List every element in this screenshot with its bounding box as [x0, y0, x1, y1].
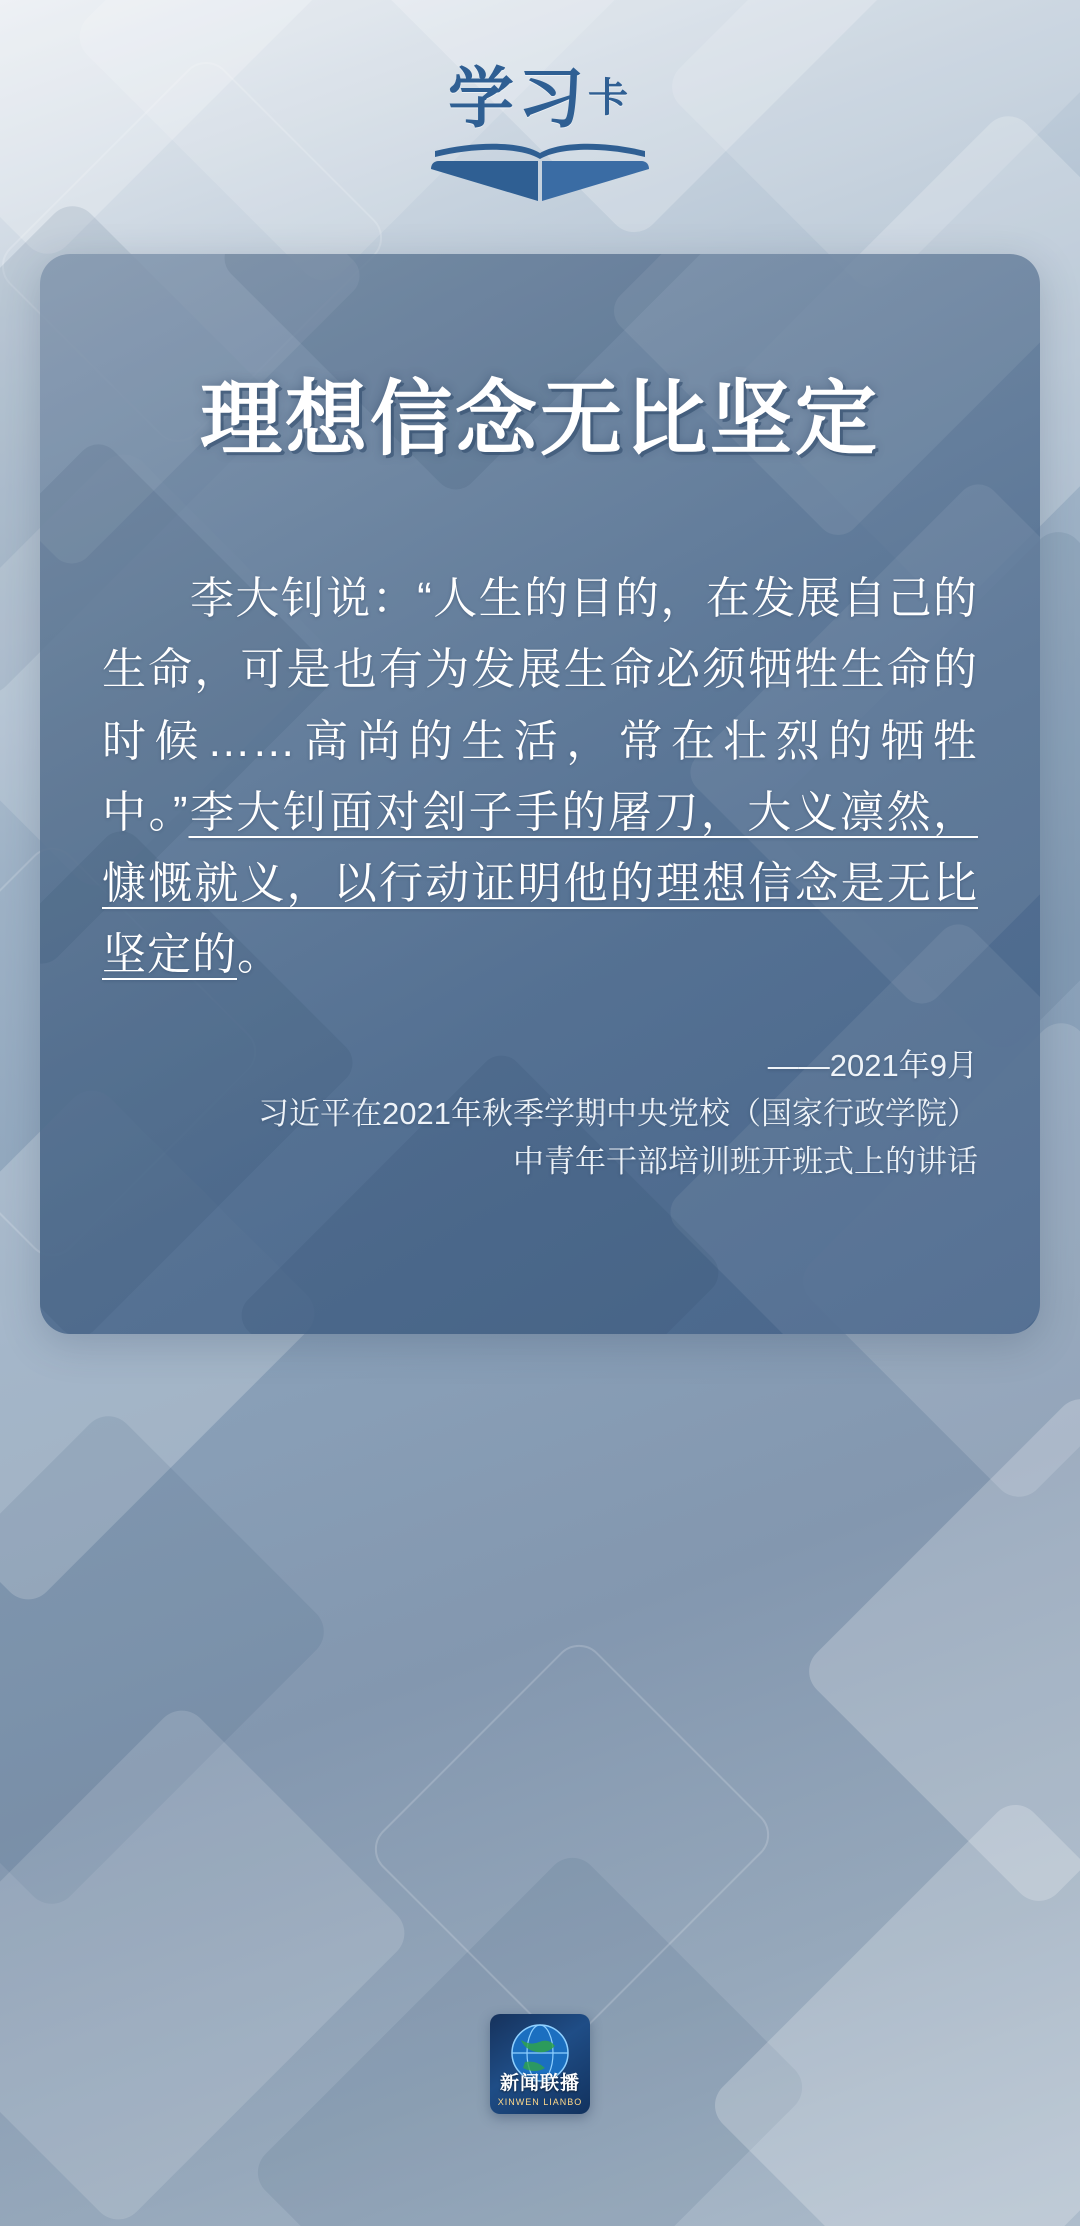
brand-logo — [390, 63, 690, 217]
brand-logo-text — [448, 63, 632, 136]
attribution-date: ——2021年9月 — [767, 1047, 978, 1083]
quote-part-plain: 李大钊说：“人生的目的，在发展自己的生命，可是也有为发展生命必须牺牲生命的时候……高尚的生活，常在壮烈的牺牲中。” — [102, 574, 978, 837]
brand-logo-suffix: 卡 — [588, 75, 632, 120]
attribution-source-1: 习近平在2021年秋季学期中央党校（国家行政学院） — [258, 1095, 978, 1131]
quote-part-underlined: 李大钊面对刽子手的屠刀，大义凛然，慷慨就义，以行动证明他的理想信念是无比坚定的 — [102, 787, 978, 980]
badge-title-cn: 新闻联播 — [499, 2073, 580, 2095]
xinwen-lianbo-badge[interactable] — [490, 2014, 590, 2114]
badge-title-en: XINWEN LIANBO — [497, 2097, 583, 2107]
page-title: 理想信念无比坚定 — [199, 374, 880, 465]
attribution-source-2: 中青年干部培训班开班式上的讲话 — [513, 1143, 978, 1179]
quote-text — [102, 563, 978, 991]
footer — [0, 2014, 1080, 2114]
header — [0, 62, 1080, 222]
brand-logo-main: 学习 — [448, 63, 588, 136]
quote-card — [40, 254, 1040, 1334]
open-book-icon — [425, 139, 655, 208]
attribution — [258, 1042, 978, 1186]
quote-part-end: 。 — [237, 930, 282, 980]
